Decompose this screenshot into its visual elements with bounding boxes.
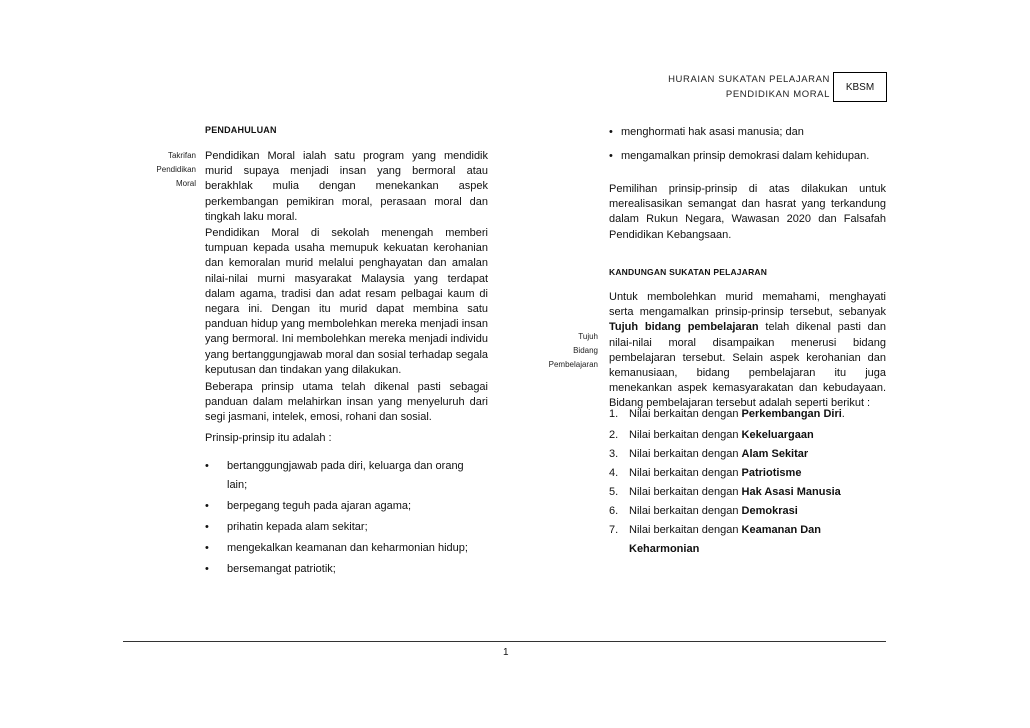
header-line-2: PENDIDIKAN MORAL [725, 89, 830, 100]
list-item: • menghormati hak asasi manusia; dan [609, 126, 804, 138]
page-number: 1 [503, 647, 509, 658]
list-item: • mengekalkan keamanan dan keharmonian hidup; [205, 542, 468, 554]
paragraph-principles-label: Prinsip-prinsip itu adalah : [205, 432, 332, 444]
learning-areas-list [609, 407, 886, 557]
bullet-icon: • [609, 126, 613, 138]
bullet-icon: • [205, 500, 209, 512]
list-item: 7. Nilai berkaitan dengan Keamanan Dan [609, 524, 822, 536]
bullet-icon: • [205, 542, 209, 554]
list-item: 4. Nilai berkaitan dengan Patriotisme [609, 467, 802, 479]
list-item: • berpegang teguh pada ajaran agama; [205, 500, 412, 512]
list-item: 6. Nilai berkaitan dengan Demokrasi [609, 505, 798, 517]
list-item: • bertanggungjawab pada diri, keluarga dan orang [205, 460, 464, 472]
margin-note-takrifan: Takrifan Pendidikan Moral [156, 151, 196, 188]
list-item-continuation: lain; [227, 479, 248, 491]
bullet-icon: • [609, 150, 613, 162]
right-bullets [609, 125, 886, 164]
margin-note-tujuh-bidang: Tujuh Bidang Pembelajaran [548, 332, 598, 369]
bullet-icon: • [205, 460, 209, 472]
paragraph-principles-intro: Beberapa prinsip utama telah dikenal pasti sebagai panduan dalam melahirkan insan yang menyeluruh dari segi jasmani, intelek, emosi, rohani dan sosial. [205, 381, 488, 424]
heading-kandungan: KANDUNGAN SUKATAN PELAJARAN [609, 267, 768, 277]
paragraph-learning-areas: Untuk membolehkan murid memahami, menghayati serta mengamalkan prinsip-prinsip tersebut, sebanyak Tujuh bidang pembelajaran telah dikenal pasti dan nilai-nilai moral disampaikan menerusi bidang pembelajaran tersebut. Selain aspek kerohanian dan kemanusiaan, bidang pembelajaran itu juga menekankan aspek kemasyarakatan dan kebudayaan. Bidang pembelajaran tersebut adalah seperti berikut : [609, 291, 887, 410]
heading-pendahuluan: PENDAHULUAN [205, 125, 277, 135]
list-item: 5. Nilai berkaitan dengan Hak Asasi Manusia [609, 486, 841, 498]
list-item-continuation: Keharmonian [629, 543, 700, 555]
list-item: 1. Nilai berkaitan dengan Perkembangan Diri. [609, 408, 845, 420]
bullet-icon: • [205, 563, 209, 575]
footer-divider [123, 641, 886, 642]
list-item: • bersemangat patriotik; [205, 563, 336, 575]
list-item: • prihatin kepada alam sekitar; [205, 521, 368, 533]
header-line-1: HURAIAN SUKATAN PELAJARAN [668, 74, 830, 85]
paragraph-selection: Pemilihan prinsip-prinsip di atas dilakukan untuk merealisasikan semangat dan hasrat yang terkandung dalam Rukun Negara, Wawasan 2020 dan Falsafah Pendidikan Kebangsaan. [609, 183, 886, 241]
list-item: 3. Nilai berkaitan dengan Alam Sekitar [609, 448, 809, 460]
paragraph-definition: Pendidikan Moral ialah satu program yang mendidik murid supaya menjadi insan yang bermoral atau berakhlak mulia dengan menekankan aspek perkembangan pemikiran moral, perasaan moral dan tingkah laku moral. [205, 150, 488, 223]
bullet-icon: • [205, 521, 209, 533]
bold-tujuh-bidang: Tujuh bidang pembelajaran [609, 321, 759, 334]
kbsm-badge: KBSM [833, 72, 887, 102]
list-item: 2. Nilai berkaitan dengan Kekeluargaan [609, 429, 814, 441]
paragraph-secondary-school: Pendidikan Moral di sekolah menengah memberi tumpuan kepada usaha memupuk kekuatan kerohanian dan kemoralan murid melalui penghayatan dan amalan nilai-nilai murni masyarakat Malaysia yang terdapat dalam agama, tradisi dan adat resam pelbagai kaum di negara ini. Dengan itu murid dapat membina satu panduan hidup yang membolehkan mereka menjadi insan yang bermoral. Ini membolehkan mereka menjadi individu yang bertanggungjawab moral dan sosial terhadap segala keputusan dan tindakan yang dilakukan. [205, 227, 488, 376]
list-item: • mengamalkan prinsip demokrasi dalam kehidupan. [609, 150, 870, 162]
principles-list [205, 459, 488, 577]
